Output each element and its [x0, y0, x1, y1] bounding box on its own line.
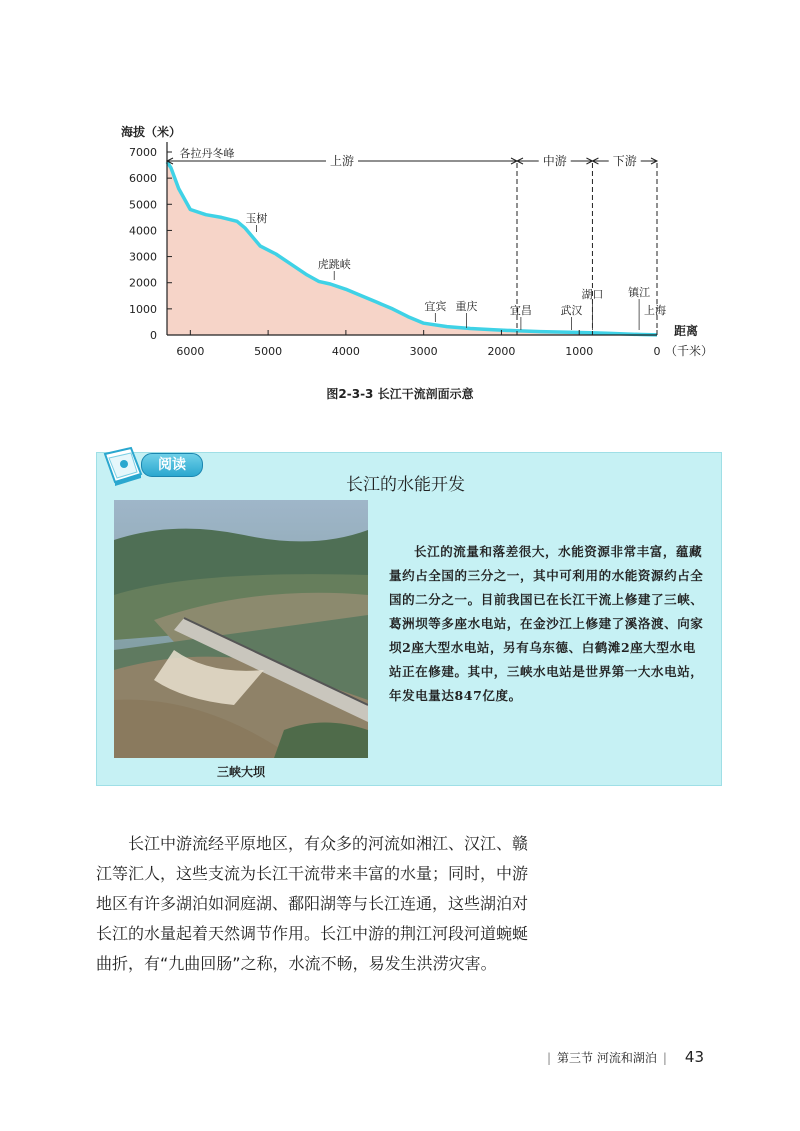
x-tick-label: 0 [653, 345, 661, 358]
place-label: 宜昌 [509, 304, 532, 317]
x-tick-label: 4000 [331, 345, 360, 358]
y-tick-label: 4000 [129, 224, 157, 238]
y-tick-label: 3000 [129, 250, 157, 264]
place-label: 各拉丹冬峰 [179, 147, 235, 160]
y-tick-label: 6000 [129, 172, 157, 186]
y-tick-label: 2000 [129, 276, 157, 290]
y-tick-label: 1000 [129, 302, 157, 316]
figure-caption: 图2-3-3 长江干流剖面示意 [326, 387, 474, 401]
x-tick-label: 1000 [565, 345, 594, 358]
place-label: 上海 [644, 304, 666, 317]
segment-label: 上游 [329, 154, 355, 168]
segment-label: 下游 [612, 154, 637, 168]
place-label: 湖口 [581, 288, 604, 301]
photo-caption: 三峡大坝 [216, 765, 265, 779]
reading-paragraph: 长江的流量和落差很大，水能资源非常丰富，蕴藏量约占全国的三分之一，其中可利用的水能资源约占全国的二分之一。目前我国已在长江干流上修建了三峡、葛洲坝等多座水电站，在金沙江上修建了溪洛渡、向家坝2座大型水电站，另有乌东德、白鹤滩2座大型水电站正在修建。其中，三峡水电站是世界第一大水电站，年发电量达847亿度。 [389, 543, 704, 703]
place-label: 玉树 [245, 212, 268, 225]
reading-tab-label: 阅读 [141, 453, 203, 477]
x-tick-label: 6000 [176, 345, 205, 358]
place-label: 虎跳峡 [317, 258, 351, 271]
place-label: 武汉 [560, 304, 583, 317]
place-label: 镇江 [628, 286, 651, 299]
place-label: 重庆 [455, 300, 478, 313]
elevation-profile-chart [0, 0, 800, 380]
body-paragraph: 长江中游流经平原地区，有众多的河流如湘江、汉江、赣江等汇人，这些支流为长江干流带来丰富的水量；同时，中游地区有许多湖泊如洞庭湖、鄱阳湖等与长江连通，这些湖泊对长江的水量起着天然调节作用。长江中游的荆江河段河道蜿蜒曲折，有“九曲回肠”之称，水流不畅，易发生洪涝灾害。 [96, 834, 529, 973]
y-tick-label: 0 [150, 329, 157, 342]
three-gorges-dam-photo [114, 500, 368, 758]
reading-tab [97, 444, 207, 484]
segment-label: 中游 [542, 154, 567, 168]
profile-area [167, 162, 657, 335]
x-axis-label: 距离 [674, 324, 699, 338]
y-tick-label: 7000 [129, 146, 157, 159]
book-icon [97, 444, 147, 488]
x-tick-label: 2000 [487, 345, 516, 358]
footer-section: 第三节 河流和湖泊 [557, 1051, 657, 1065]
page-footer: | 第三节 河流和湖泊 | 43 [546, 1048, 704, 1066]
x-tick-label: 5000 [254, 345, 283, 358]
reading-title: 长江的水能开发 [346, 475, 465, 495]
place-label: 宜宾 [424, 300, 447, 313]
y-axis-label: 海拔（米） [121, 125, 182, 139]
x-tick-label: 3000 [409, 345, 438, 358]
y-tick-label: 5000 [129, 198, 157, 212]
page-number: 43 [684, 1048, 704, 1066]
dam-photo-illustration [114, 500, 368, 758]
x-axis-unit: （千米） [665, 344, 714, 358]
